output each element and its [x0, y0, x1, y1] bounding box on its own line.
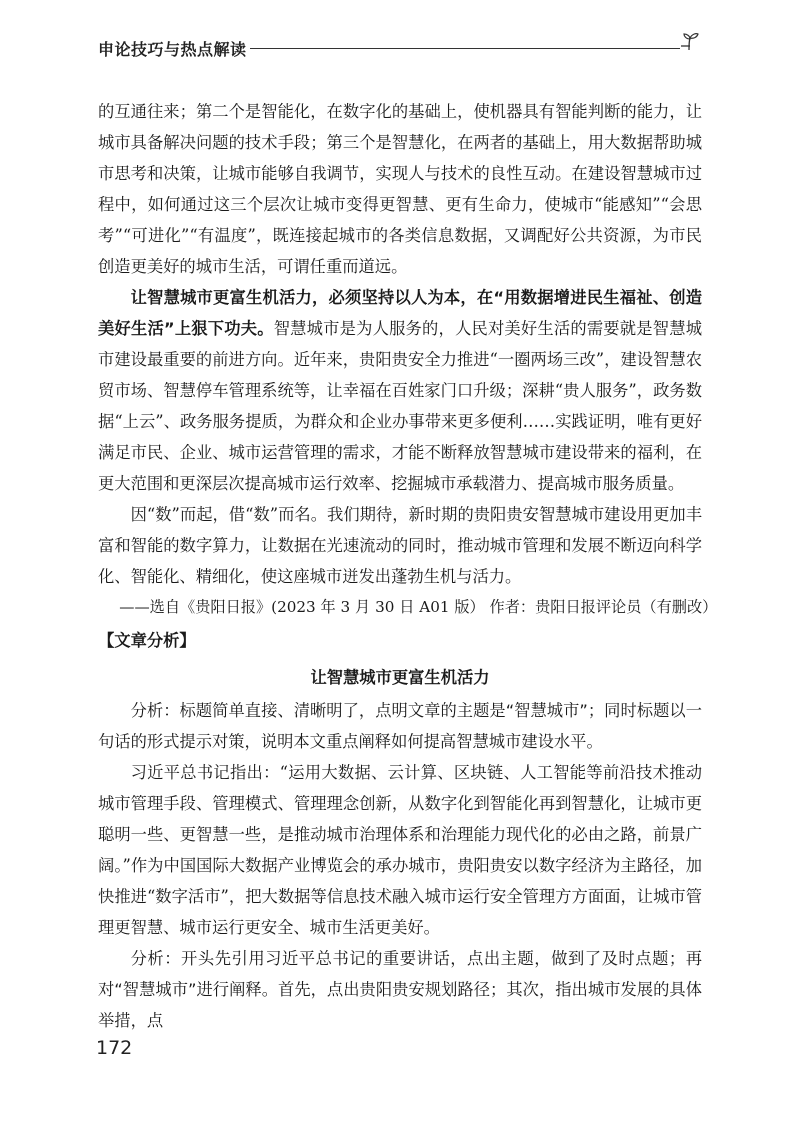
- analysis-heading: 【文章分析】: [98, 631, 196, 650]
- paragraph-lead-sentence: 让智慧城市更富生机活力，必须坚持以人为本，在“用数据增进民生福祉、创造美好生活”上狠下功夫。: [98, 288, 702, 338]
- source-citation: ——选自《贵阳日报》(2023 年 3 月 30 日 A01 版） 作者：贵阳日报评论员（有删改）: [119, 598, 718, 616]
- paragraph-body-text: 智慧城市是为人服务的，人民对美好生活的需要就是智慧城市建设最重要的前进方向。近年来，贵阳贵安全力推进“一圈两场三改”，建设智慧农贸市场、智慧停车管理系统等，让幸福在百姓家门口升级；深耕“贵人服务”，政务数据“上云”、政务服务提质，为群众和企业办事带来更多便利……实践证明，唯有更好满足市民、企业、城市运营管理的需求，才能不断释放智慧城市建设带来的福利，在更大范围和更深层次提高城市运行效率、挖掘城市承载潜力、提高城市服务质量。: [98, 319, 702, 493]
- header-rule: [250, 48, 680, 49]
- paragraph-conclusion: 因“数”而起，借“数”而名。我们期待，新时期的贵阳贵安智慧城市建设用更加丰富和智能的数字算力，让数据在光速流动的同时，推动城市管理和发展不断迈向科学化、智能化、精细化，使这座城市迸发出蓬勃生机与活力。: [98, 505, 702, 586]
- sprout-icon: [678, 32, 700, 56]
- article-body: [98, 96, 718, 1036]
- analysis-title: 让智慧城市更富生机活力: [310, 668, 490, 687]
- analysis-paragraph-opening: 分析：开头先引用习近平总书记的重要讲话，点出主题，做到了及时点题；再对“智慧城市”进行阐释。首先，点出贵阳贵安规划路径；其次，指出城市发展的具体举措，点: [98, 949, 702, 1030]
- paragraph-people-oriented: [98, 282, 702, 499]
- page-number: 172: [96, 1037, 133, 1059]
- running-header-title: 申论技巧与热点解读: [98, 40, 247, 59]
- running-header: [98, 36, 698, 60]
- paragraph-quote: 习近平总书记指出：“运用大数据、云计算、区块链、人工智能等前沿技术推动城市管理手段、管理模式、管理理念创新，从数字化到智能化再到智慧化，让城市更聪明一些、更智慧一些，是推动城市治理体系和治理能力现代化的必由之路，前景广阔。”作为中国国际大数据产业博览会的承办城市，贵阳贵安以数字经济为主路径，加快推进“数字活市”，把大数据等信息技术融入城市运行安全管理方方面面，让城市管理更智慧、城市运行更安全、城市生活更美好。: [98, 763, 702, 937]
- paragraph-continued: 的互通往来；第二个是智能化，在数字化的基础上，使机器具有智能判断的能力，让城市具备解决问题的技术手段；第三个是智慧化，在两者的基础上，用大数据帮助城市思考和决策，让城市能够自我调节，实现人与技术的良性互动。在建设智慧城市过程中，如何通过这三个层次让城市变得更智慧、更有生命力，使城市“能感知”“会思考”“可进化”“有温度”，既连接起城市的各类信息数据，又调配好公共资源，为市民创造更美好的城市生活，可谓任重而道远。: [98, 102, 702, 276]
- analysis-paragraph-title: 分析：标题简单直接、清晰明了，点明文章的主题是“智慧城市”；同时标题以一句话的形式提示对策，说明本文重点阐释如何提高智慧城市建设水平。: [98, 701, 702, 751]
